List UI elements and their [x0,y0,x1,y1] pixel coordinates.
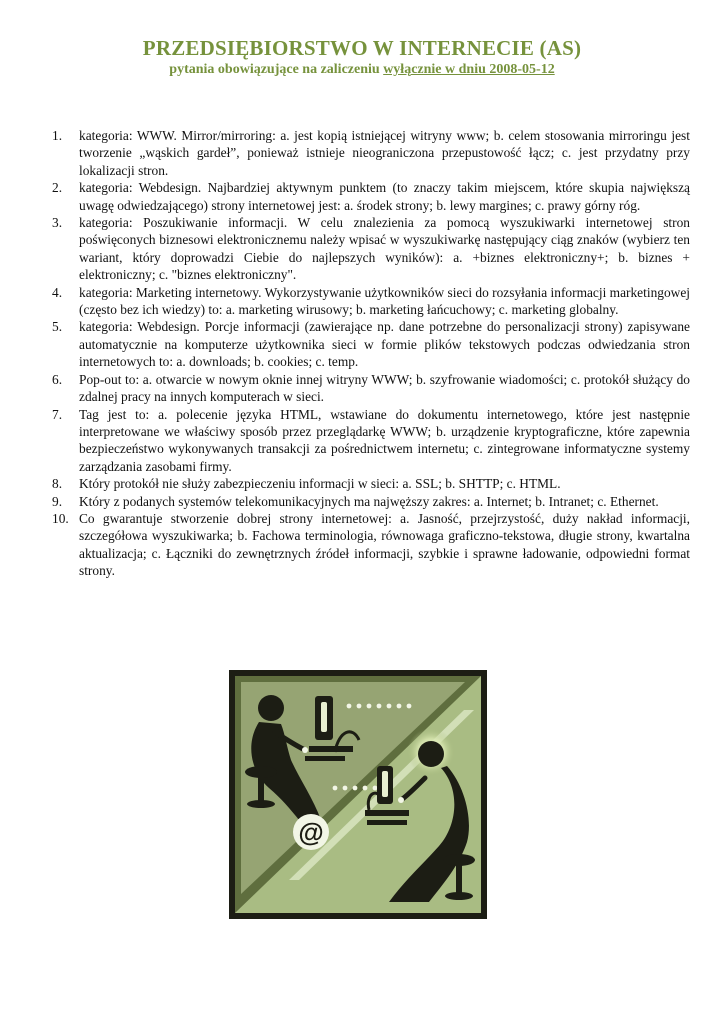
computer-users-clipart [229,670,487,919]
question-text: Który z podanych systemów telekomunikacyjnych ma najwęższy zakres: a. Internet; b. Intranet; c. Ethernet. [79,493,659,509]
question-number: 6. [52,371,63,387]
question-text: kategoria: Poszukiwanie informacji. W celu znalezienia za pomocą wyszukiwarki internetowej stron poświęconych biznesowi elektronicznemu należy wpisać w wyszukiwarkę następujący ciąg znaków (wybierz ten wariant, który doprowadzi Ciebie do najlepszych wyników): a. +biznes elektroniczny+; b. biznes + elektroniczny; c. "biznes elektroniczny". [79,215,690,283]
question-text: Pop-out to: a. otwarcie w nowym oknie innej witryny WWW; b. szyfrowanie wiadomości; c. protokół służący do zdalnej pracy na innych komputerach w sieci. [79,371,690,405]
question-text: kategoria: Webdesign. Porcje informacji (zawierające np. dane potrzebne do personalizacji strony) zapisywane automatycznie na komputerze użytkownika sieci w formie plików tekstowych podczas odwiedzania stron internetowych to: a. downloads; b. cookies; c. temp. [79,319,690,370]
question-item [52,284,690,319]
document-title: PRZEDSIĘBIORSTWO W INTERNECIE (AS) [142,36,582,60]
question-item [52,179,690,214]
question-item [52,371,690,406]
at-sign-icon: @ [298,817,324,847]
question-number: 2. [52,180,63,196]
question-item [52,475,690,492]
document-subtitle [0,62,724,78]
question-number: 3. [52,215,63,231]
question-number: 4. [52,284,63,300]
question-item [52,214,690,284]
question-item [52,127,690,179]
question-number: 7. [52,406,63,422]
question-item [52,493,690,510]
question-item [52,406,690,476]
question-list [52,127,690,580]
question-number: 9. [52,493,63,509]
question-number: 5. [52,319,63,335]
question-text: Który protokół nie służy zabezpieczeniu informacji w sieci: a. SSL; b. SHTTP; c. HTML. [79,476,561,492]
question-text: kategoria: Webdesign. Najbardziej aktywnym punktem (to znaczy takim miejscem, które skupia największą uwagę odwiedzającego) strony internetowej jest: a. środek strony; b. lewy margines; c. prawy górny róg. [79,180,690,213]
question-text: Co gwarantuje stworzenie dobrej strony internetowej: a. Jasność, przejrzystość, duży nakład informacji, szczegółowa wyszukiwarka; b. Fachowa terminologia, równowaga graficzno-tekstowa, długie strony, kwartalna aktualizacja; c. Łączniki do zewnętrznych źródeł informacji, szybkie i sprawne ładowanie, odpowiedni format strony. [79,510,690,579]
question-number: 8. [52,476,63,492]
question-text: kategoria: WWW. Mirror/mirroring: a. jest kopią istniejącej witryny www; b. celem stosowania mirroringu jest tworzenie „wąskich gardeł”, ponieważ istnieje nieograniczona przepustowość łącz; c. jest przydatny przy lokalizacji stron. [79,128,690,178]
question-number: 10. [52,510,69,526]
question-item [52,318,690,370]
question-item [52,510,690,580]
subtitle-date: wyłącznie w dniu 2008-05-12 [383,62,555,77]
subtitle-prefix: pytania obowiązujące na zaliczeniu [169,62,384,77]
question-number: 1. [52,128,63,143]
question-text: Tag jest to: a. polecenie języka HTML, wstawiane do dokumentu internetowego, które jest następnie interpretowane we właściwy sposób przez przeglądarkę WWW; b. urządzenie kryptograficzne, które zapewnia bezpieczeństwo wykonywanych transakcji za pośrednictwem internetu; c. zintegrowane informatyczne systemy zarządzania zasobami firmy. [79,406,690,474]
question-text: kategoria: Marketing internetowy. Wykorzystywanie użytkowników sieci do rozsyłania informacji marketingowej (często bez ich wiedzy) to: a. marketing wirusowy; b. marketing łańcuchowy; c. marketing globalny. [79,284,690,318]
